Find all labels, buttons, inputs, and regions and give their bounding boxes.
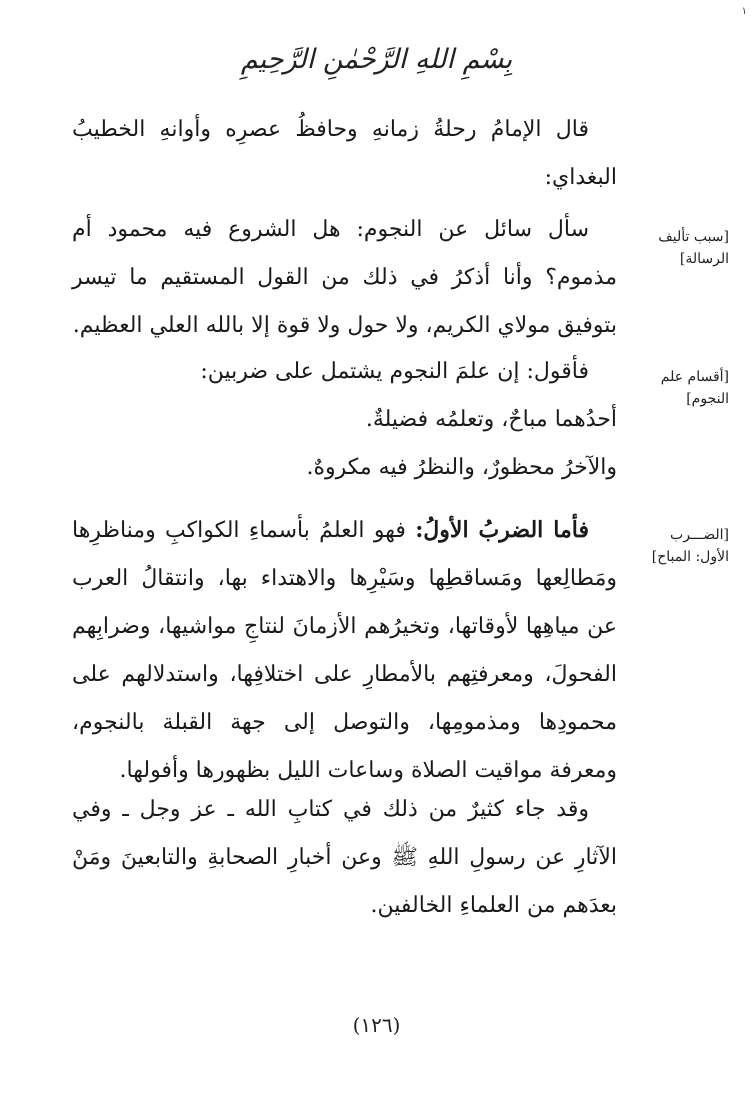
- intro-block: [72, 106, 617, 202]
- margin-note-first-kind: [الضـــرب الأول: المباح]: [651, 527, 729, 565]
- divisions-block: [72, 348, 617, 492]
- first-kind-paragraph: [72, 506, 617, 795]
- kind-two-paragraph: والآخرُ محظورٌ، والنظرُ فيه مكروهٌ.: [306, 455, 617, 480]
- intro-paragraph: قال الإمامُ رحلةُ زمانهِ وحافظُ عصرِه وأوانهِ الخطيبُ البغداي:: [72, 117, 617, 190]
- first-kind-block: [72, 506, 617, 795]
- first-kind-lead: فأما الضربُ الأولُ:: [415, 517, 589, 543]
- margin-note-reason: [سبب تأليف الرسالة]: [658, 229, 729, 267]
- question-paragraph: سأل سائل عن النجوم: هل الشروع فيه محمود أم مذموم؟ وأنا أذكرُ في ذلك من القول المستقيم ما تيسر بتوفيق مولاي الكريم، ولا حول ولا قوة إلا بالله العلي العظيم.: [72, 217, 617, 338]
- evidence-block: [72, 786, 617, 930]
- page-number: (١٢٦): [352, 1013, 401, 1037]
- margin-note-divisions: [أقسام علم النجوم]: [660, 369, 729, 407]
- corner-mark: ١: [741, 6, 747, 17]
- first-kind-body: فهو العلمُ بأسماءِ الكواكبِ ومناظرِها ومَطالِعها ومَساقطِها وسَيْرِها والاهتداء بها، وانتقالُ العرب عن مياهِها لأوقاتها، وتخيرُهم الأزمانَ لنتاجِ مواشيها، وضرابِهم الفحولَ، ومعرفتِهم بالأمطارِ على اختلافِها، واستدلالهم على محمودِها ومذمومِها، والتوصل إلى جهة القبلة بالنجوم، ومعرفة مواقيت الصلاة وساعات الليل بظهورها وأفولها.: [72, 518, 617, 783]
- evidence-paragraph: وقد جاء كثيرٌ من ذلك في كتابِ الله ـ عز وجل ـ وفي الآثارِ عن رسولِ اللهِ ﷺ وعن أخبارِ الصحابةِ والتابعينَ ومَنْ بعدَهم من العلماءِ الخالفين.: [72, 797, 617, 918]
- kinds-intro-paragraph: فأقول: إن علمَ النجوم يشتمل على ضربين:: [200, 359, 589, 384]
- basmala-heading: بِسْمِ اللهِ الرَّحْمٰنِ الرَّحِيمِ: [240, 44, 513, 75]
- question-block: [72, 206, 617, 350]
- kind-one-paragraph: أحدُهما مباحٌ، وتعلمُه فضيلةٌ.: [365, 407, 617, 432]
